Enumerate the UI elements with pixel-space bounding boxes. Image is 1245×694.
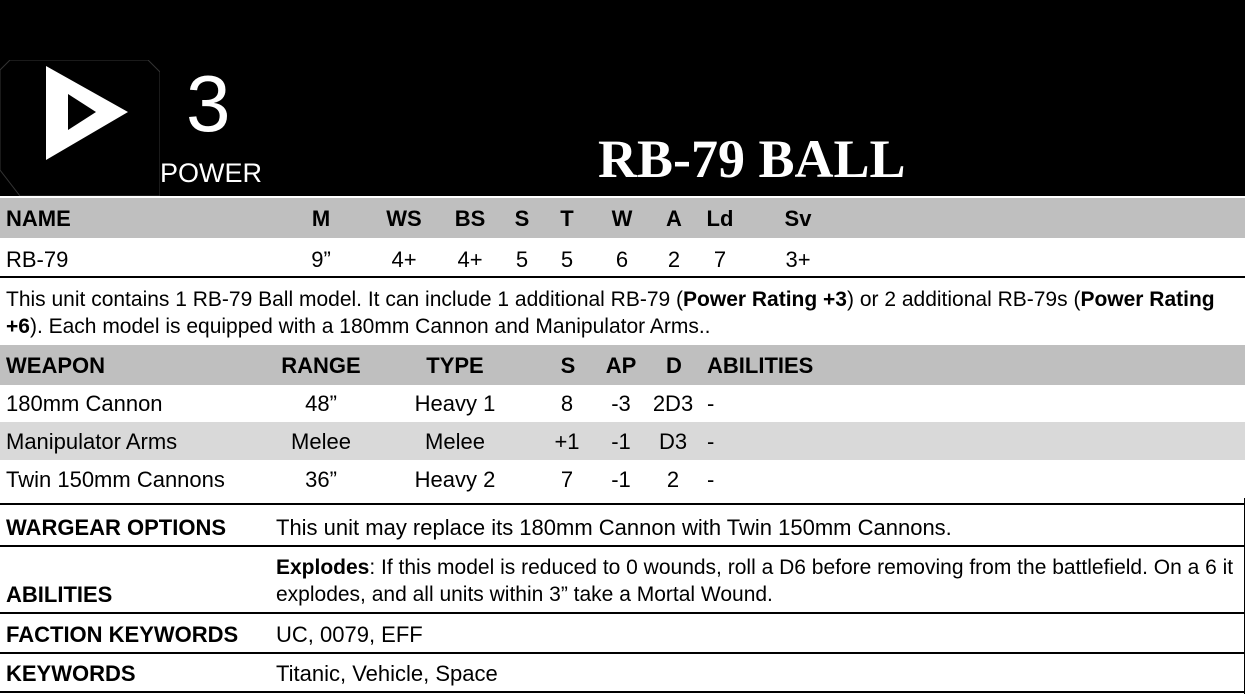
weapon-row-2-ap: -1 — [611, 429, 631, 454]
stat-ws: 4+ — [391, 247, 417, 272]
weapon-header-s: S — [560, 353, 576, 378]
wargear-label: WARGEAR OPTIONS — [6, 515, 227, 540]
stat-header-m: M — [311, 206, 331, 231]
weapon-header-type: TYPE — [426, 353, 484, 378]
stat-w: 6 — [615, 247, 629, 272]
weapon-row-2-type: Melee — [425, 429, 485, 454]
divider — [0, 691, 1245, 693]
weapon-header-d: D — [666, 353, 682, 378]
stat-header-a: A — [666, 206, 682, 231]
weapon-row-1-ap: -3 — [611, 391, 631, 416]
divider — [0, 545, 1245, 547]
stat-header-bs: BS — [454, 206, 486, 231]
weapon-row-2-range: Melee — [291, 429, 351, 454]
stat-name: RB-79 — [6, 247, 69, 272]
faction-keywords-label: FACTION KEYWORDS — [6, 622, 239, 647]
power-rating-2: Power Rating +6 — [6, 288, 1215, 338]
weapon-row-2-d: D3 — [658, 429, 688, 454]
stat-header-name: NAME — [6, 206, 71, 231]
power-rating-1: Power Rating +3 — [683, 288, 847, 311]
stat-ld: 7 — [713, 247, 727, 272]
weapon-header-ap: AP — [605, 353, 637, 378]
stat-header-sv: Sv — [784, 206, 812, 231]
divider — [0, 652, 1245, 654]
weapon-row-1-s: 8 — [560, 391, 574, 416]
keywords-text: Titanic, Vehicle, Space — [276, 661, 498, 686]
stat-header-s: S — [514, 206, 530, 231]
weapon-header-range: RANGE — [281, 353, 361, 378]
unit-title: RB-79 BALL — [598, 129, 906, 189]
stat-a: 2 — [667, 247, 681, 272]
weapon-row-2-abilities: - — [707, 429, 715, 454]
stat-m: 9” — [311, 247, 331, 272]
stat-header-t: T — [560, 206, 574, 231]
weapon-row-2-name: Manipulator Arms — [6, 429, 178, 454]
divider — [0, 276, 1245, 278]
weapon-row-1-type: Heavy 1 — [414, 391, 496, 416]
wargear-text: This unit may replace its 180mm Cannon with Twin 150mm Cannons. — [276, 515, 952, 540]
divider — [0, 503, 1245, 505]
abilities-text: Explodes: If this model is reduced to 0 wounds, roll a D6 before removing from the battlefield. On a 6 it explodes, and all units within 3” take a Mortal Wound. — [276, 556, 1234, 606]
weapon-row-3-type: Heavy 2 — [414, 467, 496, 492]
power-label: POWER — [160, 158, 263, 188]
unit-composition: This unit contains 1 RB-79 Ball model. It can include 1 additional RB-79 (Power Rating +3) or 2 additional RB-79s (Power Rating +6). Each model is equipped with a 180mm Cannon and Manipulator Arms.. — [6, 288, 1215, 338]
weapon-row-3-s: 7 — [560, 467, 574, 492]
weapon-row-1-abilities: - — [707, 391, 715, 416]
weapon-row-2-s: +1 — [554, 429, 580, 454]
datasheet-header — [0, 0, 1245, 196]
abilities-label: ABILITIES — [6, 582, 113, 607]
keywords-label: KEYWORDS — [6, 661, 136, 686]
weapon-row-3-range: 36” — [305, 467, 337, 492]
stat-header-ws: WS — [386, 206, 422, 231]
power-icon — [0, 60, 160, 196]
faction-keywords-text: UC, 0079, EFF — [276, 622, 423, 647]
weapon-row-1-d: 2D3 — [652, 391, 694, 416]
power-value: 3 — [186, 59, 231, 148]
weapon-row-3-d: 2 — [666, 467, 680, 492]
stat-header-ld: Ld — [706, 206, 734, 231]
stat-t: 5 — [560, 247, 574, 272]
stat-sv: 3+ — [785, 247, 811, 272]
weapon-header-name: WEAPON — [6, 353, 105, 378]
ability-name: Explodes — [276, 556, 370, 579]
weapon-row-1-name: 180mm Cannon — [6, 391, 163, 416]
weapon-row-3-ap: -1 — [611, 467, 631, 492]
weapon-header-abilities: ABILITIES — [707, 353, 814, 378]
stat-bs: 4+ — [457, 247, 483, 272]
stat-s: 5 — [515, 247, 529, 272]
weapon-row-1-range: 48” — [305, 391, 337, 416]
weapon-row-3-name: Twin 150mm Cannons — [6, 467, 225, 492]
divider — [0, 612, 1245, 614]
stat-header-w: W — [611, 206, 633, 231]
weapon-row-3-abilities: - — [707, 467, 715, 492]
